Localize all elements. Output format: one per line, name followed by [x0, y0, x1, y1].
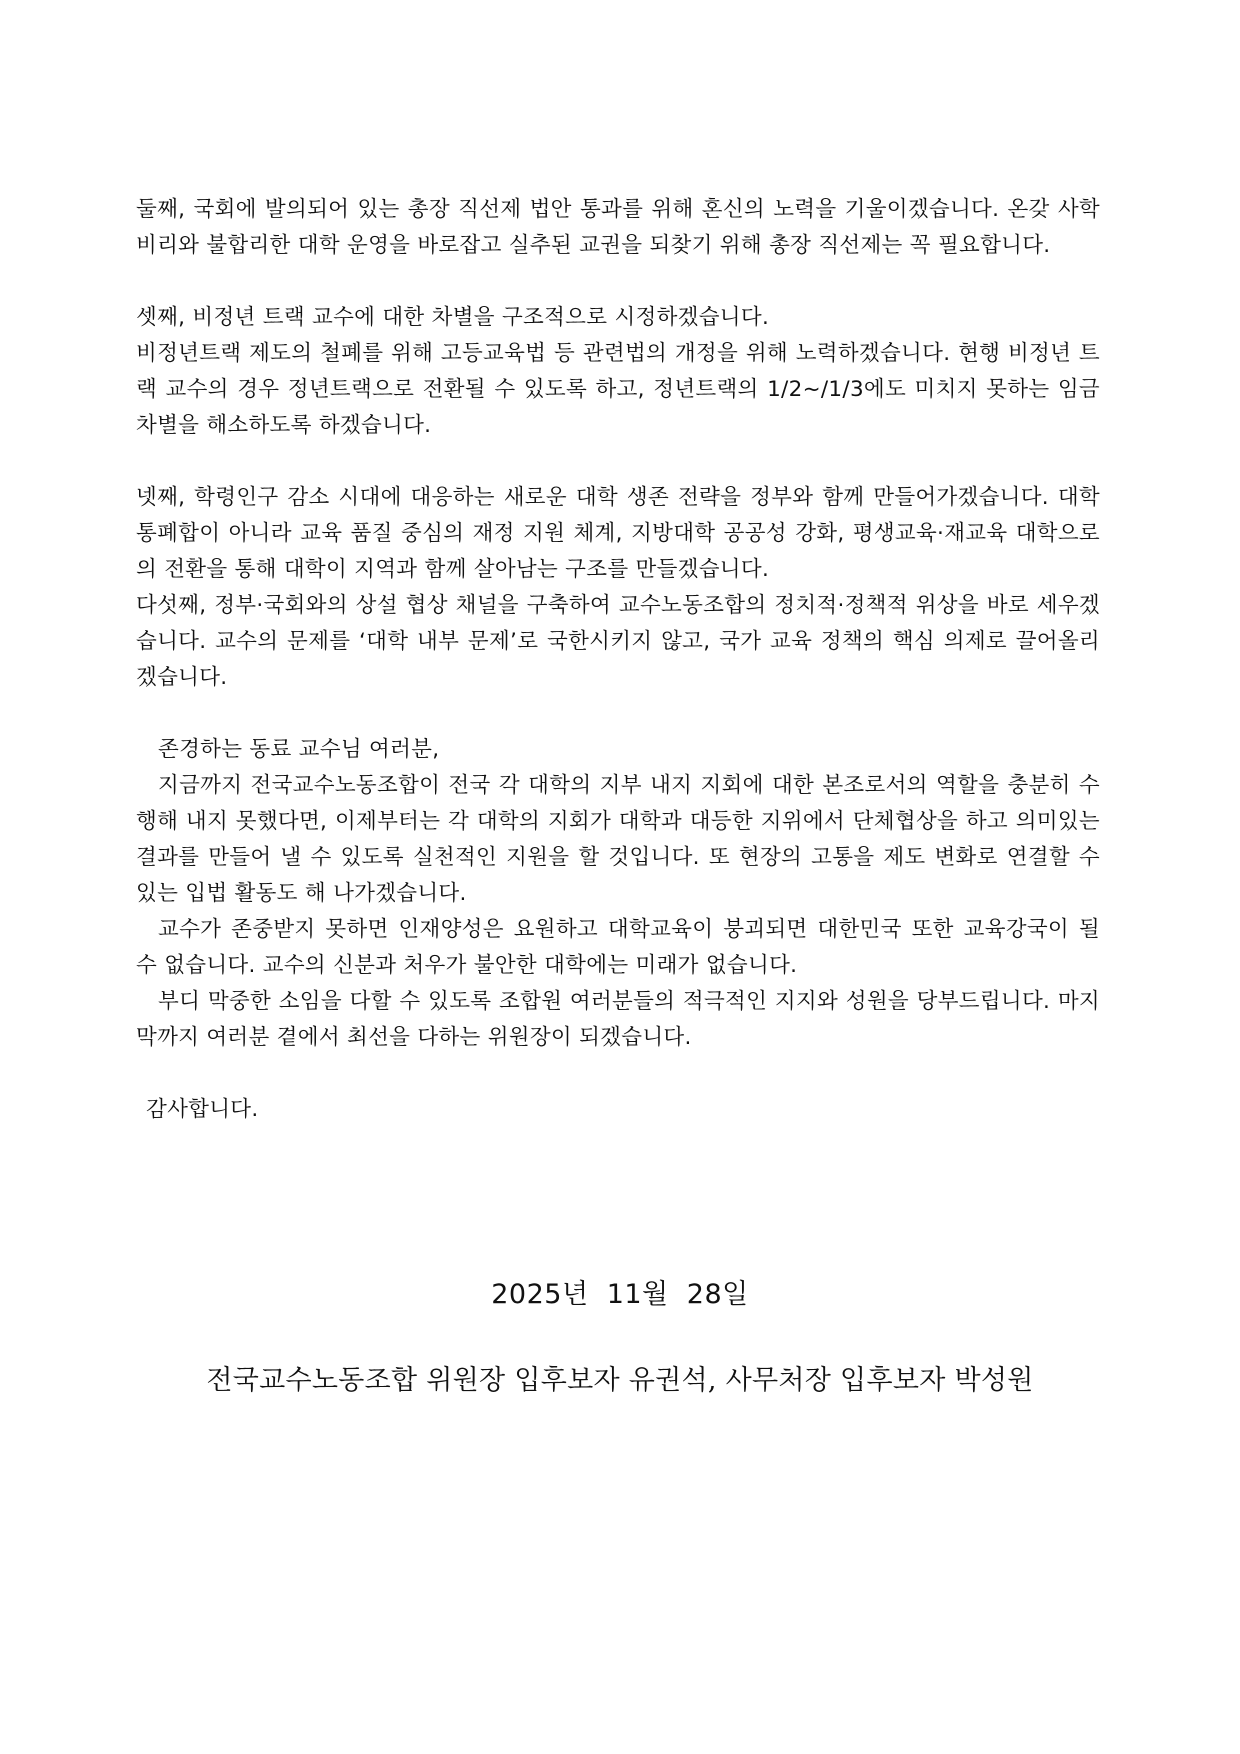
closing-thanks: 감사합니다. — [146, 1097, 259, 1122]
paragraph-fourth-pledge: 넷째, 학령인구 감소 시대에 대응하는 새로운 대학 생존 전략을 정부와 함께 만들어가겠습니다. 대학 통폐합이 아니라 교육 품질 중심의 재정 지원 체계, 지방대학 공공성 강화, 평생교육·재교육 대학으로의 전환을 통해 대학이 지역과 함께 살아남는 구조를 만들겠습니다. — [136, 485, 1100, 582]
letter-body — [136, 192, 1100, 1128]
paragraph-support-pledge: 지금까지 전국교수노동조합이 전국 각 대학의 지부 내지 지회에 대한 본조로서의 역할을 충분히 수행해 내지 못했다면, 이제부터는 각 대학의 지회가 대학과 대등한 지위에서 단체협상을 하고 의미있는 결과를 만들어 낼 수 있도록 실천적인 지원을 할 것입니다. 또 현장의 고통을 제도 변화로 연결할 수 있는 입법 활동도 해 나가겠습니다. — [136, 773, 1100, 906]
document-date: 2025년 11월 28일 — [491, 1279, 749, 1310]
paragraph-third-pledge-detail: 비정년트랙 제도의 철폐를 위해 고등교육법 등 관련법의 개정을 위해 노력하겠습니다. 현행 비정년 트랙 교수의 경우 정년트랙으로 전환될 수 있도록 하고, 정년트랙의 1/2~/1/3에도 미치지 못하는 임금차별을 해소하도록 하겠습니다. — [136, 341, 1100, 438]
paragraph-third-pledge-heading: 셋째, 비정년 트랙 교수에 대한 차별을 구조적으로 시정하겠습니다. — [136, 305, 770, 330]
paragraph-fifth-pledge: 다섯째, 정부·국회와의 상설 협상 채널을 구축하여 교수노동조합의 정치적·정책적 위상을 바로 세우겠습니다. 교수의 문제를 ‘대학 내부 문제’로 국한시키지 않고, 국가 교육 정책의 핵심 의제로 끌어올리겠습니다. — [136, 593, 1100, 690]
paragraph-respect: 교수가 존중받지 못하면 인재양성은 요원하고 대학교육이 붕괴되면 대한민국 또한 교육강국이 될 수 없습니다. 교수의 신분과 처우가 불안한 대학에는 미래가 없습니다. — [136, 917, 1100, 978]
paragraph-second-pledge: 둘째, 국회에 발의되어 있는 총장 직선제 법안 통과를 위해 혼신의 노력을 기울이겠습니다. 온갖 사학 비리와 불합리한 대학 운영을 바로잡고 실추된 교권을 되찾기 위해 총장 직선제는 꼭 필요합니다. — [136, 197, 1100, 258]
paragraph-request: 부디 막중한 소임을 다할 수 있도록 조합원 여러분들의 적극적인 지지와 성원을 당부드립니다. 마지막까지 여러분 곁에서 최선을 다하는 위원장이 되겠습니다. — [136, 989, 1100, 1050]
paragraph-greeting: 존경하는 동료 교수님 여러분, — [158, 737, 440, 762]
signature-line: 전국교수노동조합 위원장 입후보자 유권석, 사무처장 입후보자 박성원 — [206, 1365, 1034, 1396]
